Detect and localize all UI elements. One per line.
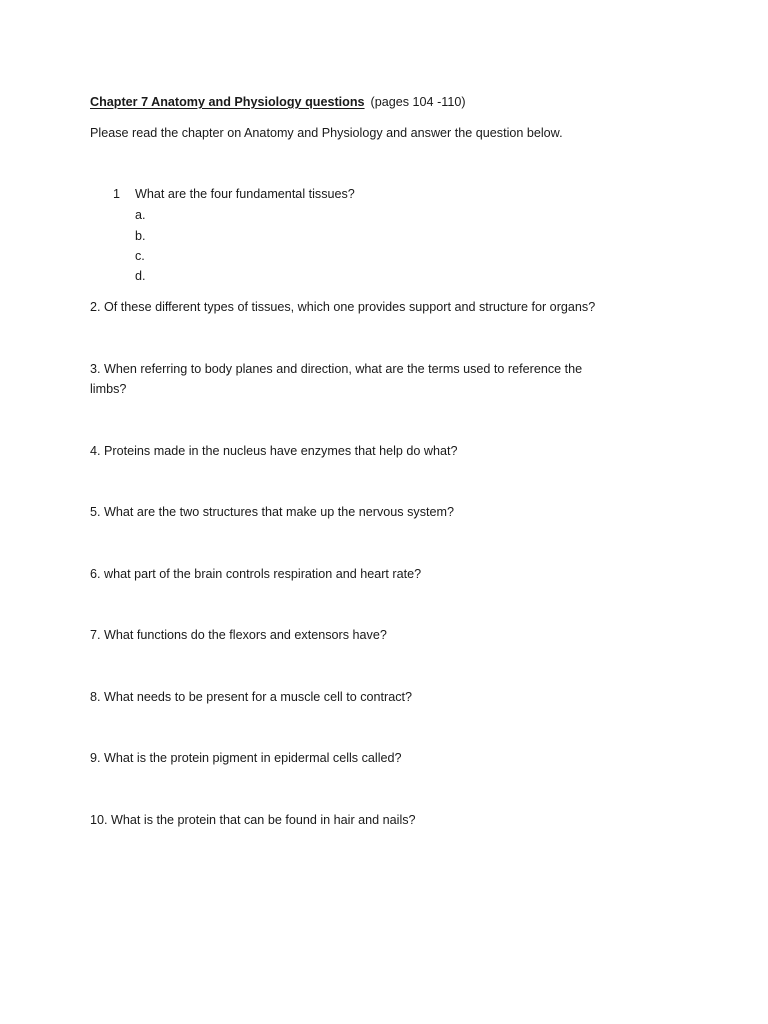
question-6: 6. what part of the brain controls respiration and heart rate? xyxy=(90,567,422,581)
question-1-option-d: d. xyxy=(135,269,146,283)
question-10: 10. What is the protein that can be found in hair and nails? xyxy=(90,813,416,827)
question-1-text: What are the four fundamental tissues? xyxy=(135,187,355,201)
question-1-option-c: c. xyxy=(135,249,145,263)
question-3-line-2: limbs? xyxy=(90,382,127,396)
question-1-option-a: a. xyxy=(135,208,146,222)
question-3-line-1: 3. When referring to body planes and direction, what are the terms used to reference the xyxy=(90,362,583,376)
question-9: 9. What is the protein pigment in epidermal cells called? xyxy=(90,751,402,765)
instructions-text: Please read the chapter on Anatomy and Physiology and answer the question below. xyxy=(90,126,563,140)
page-range: (pages 104 -110) xyxy=(370,95,466,109)
page-title xyxy=(90,92,466,112)
question-5: 5. What are the two structures that make up the nervous system? xyxy=(90,505,454,519)
question-7: 7. What functions do the flexors and extensors have? xyxy=(90,628,387,642)
question-2: 2. Of these different types of tissues, which one provides support and structure for organs? xyxy=(90,300,596,314)
question-8: 8. What needs to be present for a muscle cell to contract? xyxy=(90,690,413,704)
question-1-number: 1 xyxy=(113,187,121,201)
question-1-option-b: b. xyxy=(135,229,146,243)
question-4: 4. Proteins made in the nucleus have enzymes that help do what? xyxy=(90,444,458,458)
chapter-title: Chapter 7 Anatomy and Physiology questions xyxy=(90,95,365,109)
